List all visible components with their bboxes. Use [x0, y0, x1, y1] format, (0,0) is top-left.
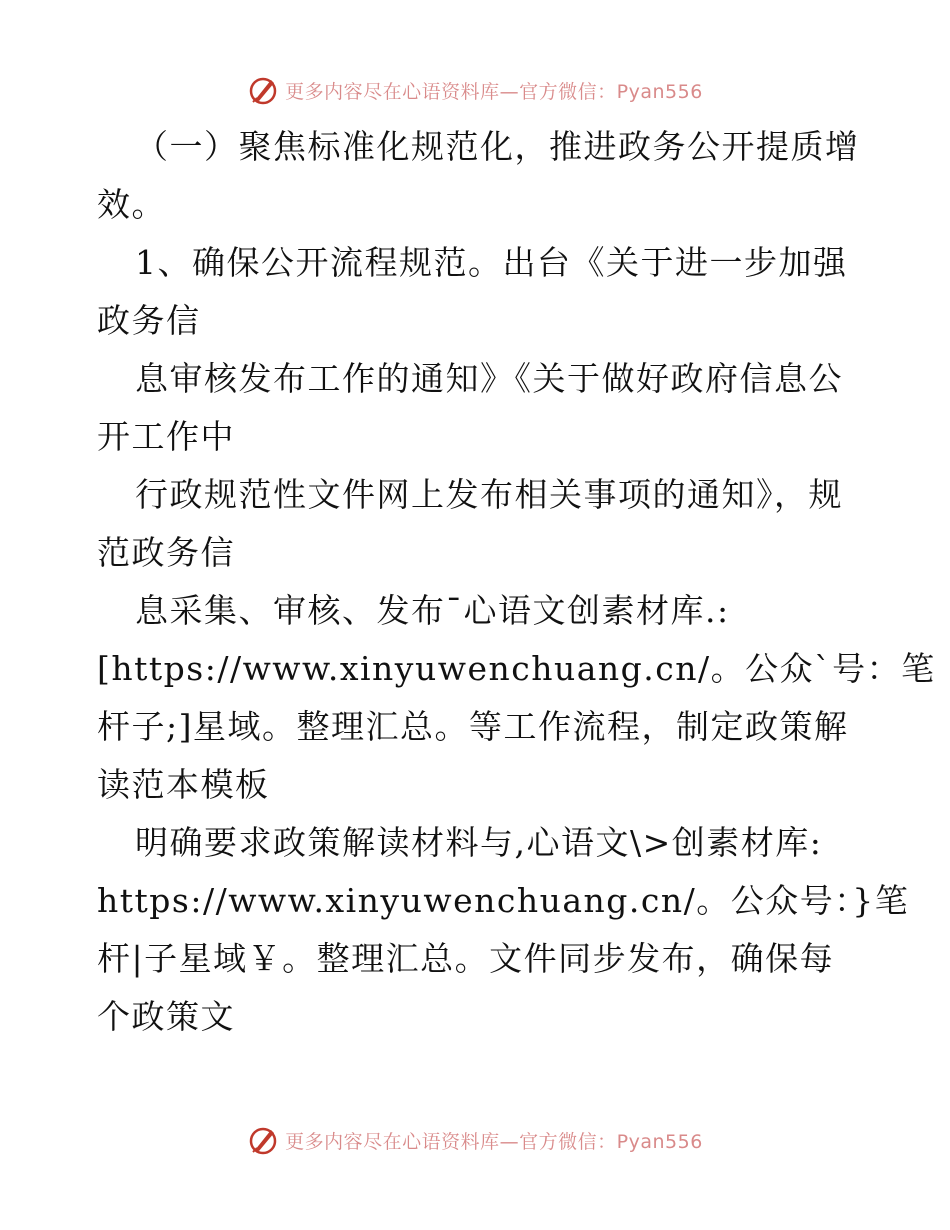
footer-watermark-text: 更多内容尽在心语资料库—官方微信：Pyan556: [285, 1130, 703, 1153]
paragraph-line: 息审核发布工作的通知》《关于做好政府信息公: [135, 359, 843, 398]
paragraph-line: 息采集、审核、发布¯心语文创素材库.:: [135, 591, 730, 630]
paragraph-line: 个政策文: [97, 997, 235, 1036]
paragraph-line: 明确要求政策解读材料与,心语文\>创素材库:: [135, 823, 823, 862]
paragraph-line: 杆子;]星域。整理汇总。等工作流程，制定政策解: [97, 707, 849, 746]
header-watermark-text: 更多内容尽在心语资料库—官方微信：Pyan556: [285, 80, 703, 103]
paragraph-line: 开工作中: [97, 417, 235, 456]
footer-watermark: [0, 1120, 950, 1160]
paragraph-line: 读范本模板: [97, 765, 270, 804]
section-heading-line: （一）聚焦标准化规范化，推进政务公开提质增: [135, 127, 860, 166]
paragraph-line: [https://www.xinyuwenchuang.cn/。公众`号：笔: [97, 649, 936, 688]
header-watermark: [0, 70, 950, 110]
paragraph-line: 1、确保公开流程规范。出台《关于进一步加强: [135, 243, 848, 282]
paragraph-line: 效。: [97, 185, 166, 224]
footer-watermark-inner: [247, 1124, 703, 1156]
header-watermark-inner: [247, 74, 703, 106]
feather-pen-logo-icon: [247, 1124, 279, 1156]
paragraph-line: 范政务信: [97, 533, 235, 572]
paragraph-line: 杆|子星域￥。整理汇总。文件同步发布，确保每: [97, 939, 835, 978]
paragraph-line: 行政规范性文件网上发布相关事项的通知》，规: [135, 475, 843, 514]
paragraph-line: 政务信: [97, 301, 201, 340]
document-body: [97, 118, 936, 1046]
feather-pen-logo-icon: [247, 74, 279, 106]
paragraph-line: https://www.xinyuwenchuang.cn/。公众号：}笔: [97, 881, 910, 920]
